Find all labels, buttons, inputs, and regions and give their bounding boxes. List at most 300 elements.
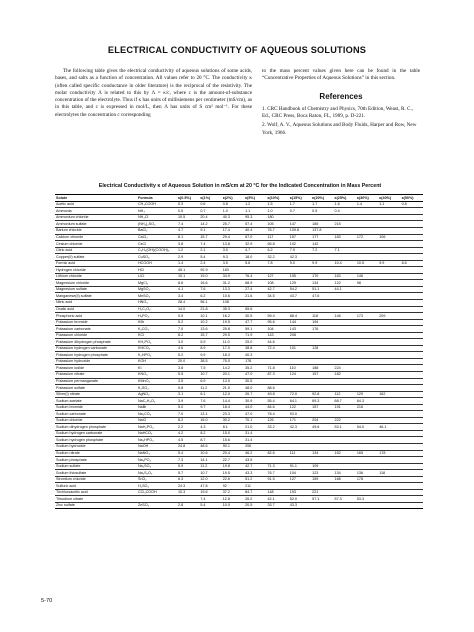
value-cell: 20.0: [177, 358, 199, 365]
value-cell: 20.1: [222, 372, 244, 379]
value-cell: 9.1: [199, 227, 221, 234]
solute-cell: Sodium thiosulfate: [55, 470, 137, 477]
value-cell: 159: [311, 476, 333, 483]
value-cell: 7.4: [199, 241, 221, 248]
value-cell: 188: [311, 365, 333, 372]
value-cell: 14.4: [222, 398, 244, 405]
value-cell: 54.2: [289, 286, 311, 293]
formula-cell: NaBr: [137, 404, 177, 411]
value-cell: 0.3: [177, 201, 199, 208]
value-cell: 194: [311, 319, 333, 326]
value-cell: 7.4: [199, 496, 221, 503]
value-cell: 95.3: [244, 214, 266, 221]
formula-cell: Na₂SO₄: [137, 463, 177, 470]
value-cell: 162: [378, 391, 400, 398]
value-cell: 42.7: [244, 463, 266, 470]
value-cell: 51.2: [244, 476, 266, 483]
value-cell: 9.9: [311, 260, 333, 267]
value-cell: 4.6: [177, 345, 199, 352]
value-cell: 0.5: [177, 208, 199, 215]
value-cell: 0.7: [199, 208, 221, 215]
solute-cell: Acetic acid: [55, 201, 137, 208]
value-cell: 112: [334, 391, 356, 398]
value-cell: 183: [222, 267, 244, 274]
value-cell: 22.6: [222, 476, 244, 483]
value-cell: 5.0: [177, 404, 199, 411]
value-cell: 124: [289, 372, 311, 379]
value-cell: 88.6: [266, 385, 288, 392]
references-heading: References: [319, 91, 363, 101]
solute-cell: Sodium bromide: [55, 404, 137, 411]
value-cell: 127: [266, 273, 288, 280]
value-cell: 43.3: [289, 502, 311, 509]
value-cell: 42.7: [266, 286, 288, 293]
value-cell: 5.4: [177, 450, 199, 457]
value-cell: 98: [356, 280, 378, 287]
value-cell: 6.3: [177, 476, 199, 483]
value-cell: 146: [356, 273, 378, 280]
value-cell: 173: [356, 313, 378, 320]
value-cell: 10.7: [199, 470, 221, 477]
solute-cell: Lithium chloride: [55, 273, 137, 280]
value-cell: 10.7: [199, 372, 221, 379]
value-cell: 30.5: [244, 313, 266, 320]
value-cell: 118: [378, 470, 400, 477]
solute-cell: Phosphoric acid: [55, 313, 137, 320]
value-cell: 110: [289, 365, 311, 372]
value-cell: 57.3: [334, 496, 356, 503]
value-cell: 9.3: [222, 254, 244, 261]
value-cell: 5.5: [177, 372, 199, 379]
solute-cell: Potassium bromide: [55, 319, 137, 326]
value-cell: 56.1: [199, 299, 221, 306]
right-column: [262, 68, 420, 139]
value-cell: 93.0: [289, 411, 311, 418]
value-cell: 137.8: [311, 227, 333, 234]
value-cell: 9.9: [199, 352, 221, 359]
value-cell: [356, 502, 378, 509]
value-cell: 76.4: [244, 273, 266, 280]
value-cell: 71.3: [266, 463, 288, 470]
references-list: [262, 106, 420, 137]
value-cell: 5.4: [199, 254, 221, 261]
value-cell: 69.3: [311, 398, 333, 405]
formula-cell: KH₂PO₄: [137, 339, 177, 346]
solute-cell: Silver(I) nitrate: [55, 391, 137, 398]
value-cell: 7.2: [311, 247, 333, 254]
formula-cell: MnSO₄: [137, 293, 177, 300]
value-cell: 109.8: [289, 227, 311, 234]
value-cell: 26.7: [244, 391, 266, 398]
intro-column: [55, 68, 252, 119]
value-cell: 48.0: [244, 385, 266, 392]
value-cell: 0.8: [401, 201, 423, 208]
value-cell: 136: [356, 470, 378, 477]
formula-cell: NaOH: [137, 444, 177, 451]
value-cell: 54.0: [356, 424, 378, 431]
value-cell: 0.4: [334, 208, 356, 215]
reference-item: 1. CRC Handbook of Chemistry and Physics, 70th Edition, Weast, R. C., Ed., CRC Press, Boca Raton, FL, 1989, p. D-221.: [262, 105, 414, 120]
solute-cell: Potassium iodide: [55, 365, 137, 372]
value-cell: 76.7: [266, 227, 288, 234]
value-cell: 33.2: [266, 424, 288, 431]
value-cell: 122: [289, 404, 311, 411]
solute-cell: Sulfuric acid: [55, 483, 137, 490]
value-cell: 49.6: [311, 424, 333, 431]
value-cell: 15.6: [222, 437, 244, 444]
value-cell: 20.4: [222, 450, 244, 457]
solute-cell: Potassium hydrogen carbonate: [55, 345, 137, 352]
value-cell: 5.4: [199, 502, 221, 509]
formula-cell: CsCl: [137, 241, 177, 248]
solute-cell: Potassium dihydrogen phosphate: [55, 339, 137, 346]
value-cell: 53.3: [356, 496, 378, 503]
solute-cell: Oxalic acid: [55, 306, 137, 313]
value-cell: 176: [311, 326, 333, 333]
value-cell: 7.0: [289, 247, 311, 254]
value-cell: 178: [356, 476, 378, 483]
value-cell: 72.0: [289, 391, 311, 398]
value-cell: 29.4: [222, 234, 244, 241]
value-cell: 91.5: [266, 476, 288, 483]
value-cell: 134: [311, 280, 333, 287]
value-cell: 172: [356, 234, 378, 241]
value-cell: 10.1: [199, 313, 221, 320]
solute-cell: Sodium hydroxide: [55, 444, 137, 451]
value-cell: 5.9: [199, 339, 221, 346]
value-cell: 185: [311, 221, 333, 228]
value-cell: 8.6: [401, 260, 423, 267]
value-cell: 7.5: [199, 365, 221, 372]
value-cell: [378, 502, 400, 509]
value-cell: 44.1: [334, 286, 356, 293]
value-cell: 104: [266, 326, 288, 333]
value-cell: 215: [334, 221, 356, 228]
solute-cell: Formic acid: [55, 260, 137, 267]
value-cell: 91.1: [289, 463, 311, 470]
value-cell: 2.9: [177, 254, 199, 261]
column-header: κ(20%): [311, 195, 333, 202]
value-cell: 8.6: [177, 280, 199, 287]
value-cell: 134: [311, 450, 333, 457]
value-cell: 180: [266, 214, 288, 221]
value-cell: 126: [266, 417, 288, 424]
value-cell: 87.3: [266, 372, 288, 379]
value-cell: 46.2: [244, 450, 266, 457]
value-cell: 53.1: [334, 424, 356, 431]
solute-cell: Calcium chloride: [55, 234, 137, 241]
value-cell: 102: [289, 241, 311, 248]
value-cell: 57.4: [244, 221, 266, 228]
value-cell: 143: [289, 326, 311, 333]
value-cell: 31.4: [244, 437, 266, 444]
formula-cell: KI: [137, 365, 177, 372]
solute-cell: Ammonium chloride: [55, 214, 137, 221]
value-cell: 206: [244, 444, 266, 451]
value-cell: 10.5: [177, 214, 199, 221]
value-cell: 14.1: [199, 457, 221, 464]
value-cell: 48.6: [199, 444, 221, 451]
value-cell: 76.7: [266, 470, 288, 477]
value-cell: 10.0: [222, 502, 244, 509]
column-header: κ(15%): [289, 195, 311, 202]
value-cell: 13.3: [222, 286, 244, 293]
formula-cell: HNO₃: [137, 299, 177, 306]
column-header: κ(50%): [401, 195, 423, 202]
table-header-row: [55, 195, 423, 202]
intro-paragraph: The following table gives the electrical conductivity of aqueous solutions of some acids, bases, and salts as a function of concentration. All values refer to 20 °C. The conductivity κ (often called specific conductance in older literature) is the reciprocal of the resistivity. The molar conductivity Λ is related to this by Λ = κ/c, where c is the amount-of-substance concentration of the electrolyte. Thus if κ has units of millisiemens per centimeter (mS/cm), as in this table, and c is expressed in mol/L, then Λ has units of S cm² mol⁻¹. For these electrolytes the concentration c corresponding: [55, 68, 252, 118]
formula-cell: CH₃COOH: [137, 201, 177, 208]
value-cell: 13.1: [199, 411, 221, 418]
value-cell: 1.4: [356, 201, 378, 208]
value-cell: 1.7: [289, 201, 311, 208]
value-cell: 64.1: [289, 398, 311, 405]
formula-cell: LiCl: [137, 273, 177, 280]
value-cell: 71.9: [244, 332, 266, 339]
solute-cell: Ammonium sulfate: [55, 221, 137, 228]
value-cell: 70.1: [244, 417, 266, 424]
value-cell: 157: [289, 234, 311, 241]
value-cell: 37.2: [222, 489, 244, 496]
formula-cell: Na₂CO₃: [137, 411, 177, 418]
value-cell: 216: [356, 404, 378, 411]
value-cell: 52.0: [289, 496, 311, 503]
value-cell: 40.3: [244, 352, 266, 359]
value-cell: 4.7: [177, 227, 199, 234]
column-header: Solute: [55, 195, 137, 202]
value-cell: 193: [289, 489, 311, 496]
value-cell: 13.6: [199, 326, 221, 333]
table-body: [55, 201, 423, 509]
value-cell: 147: [289, 221, 311, 228]
value-cell: 1.0: [266, 208, 288, 215]
value-cell: 59.4: [266, 313, 288, 320]
solute-cell: Nitric acid: [55, 299, 137, 306]
value-cell: 84.6: [266, 404, 288, 411]
value-cell: 10.1: [177, 273, 199, 280]
value-cell: 8.2: [199, 430, 221, 437]
value-cell: 18.4: [222, 404, 244, 411]
solute-cell: Potassium carbonate: [55, 326, 137, 333]
solute-cell: Sodium chloride: [55, 417, 137, 424]
value-cell: 22.7: [222, 457, 244, 464]
value-cell: 123: [311, 470, 333, 477]
value-cell: 178: [378, 450, 400, 457]
column-header: κ(30%): [356, 195, 378, 202]
value-cell: 108: [266, 280, 288, 287]
solute-cell: Cesium chloride: [55, 241, 137, 248]
value-cell: 5.5: [177, 313, 199, 320]
value-cell: 16.6: [199, 280, 221, 287]
value-cell: 44.0: [244, 404, 266, 411]
formula-cell: NaCl: [137, 417, 177, 424]
value-cell: 9.9: [378, 260, 400, 267]
solute-cell: Potassium nitrate: [55, 372, 137, 379]
formula-cell: NH₄Cl: [137, 214, 177, 221]
value-cell: 6.2: [199, 293, 221, 300]
value-cell: 7.6: [199, 286, 221, 293]
value-cell: 7.3: [177, 457, 199, 464]
value-cell: 17.4: [222, 227, 244, 234]
value-cell: 68.7: [334, 398, 356, 405]
value-cell: 65.8: [266, 241, 288, 248]
value-cell: 12.0: [199, 476, 221, 483]
value-cell: 12.8: [222, 496, 244, 503]
value-cell: 47.6: [311, 293, 333, 300]
value-cell: 47.0: [244, 411, 266, 418]
value-cell: 28.4: [177, 299, 199, 306]
formula-cell: (NH₄)₂SO₄: [137, 221, 177, 228]
value-cell: 15.7: [199, 234, 221, 241]
formula-cell: AgNO₃: [137, 391, 177, 398]
value-cell: 19.8: [222, 463, 244, 470]
value-cell: 10.3: [177, 489, 199, 496]
value-cell: 148: [266, 489, 288, 496]
formula-cell: Na₃PO₄: [137, 457, 177, 464]
value-cell: 82.6: [266, 450, 288, 457]
value-cell: 134: [334, 470, 356, 477]
value-cell: 19.6: [199, 489, 221, 496]
formula-cell: NaHCO₃: [137, 430, 177, 437]
formula-cell: HCOOH: [137, 260, 177, 267]
value-cell: 33.7: [266, 502, 288, 509]
value-cell: 104: [289, 470, 311, 477]
value-cell: 42.3: [289, 424, 311, 431]
value-cell: 46.1: [378, 424, 400, 431]
solute-cell: Trichloroacetic acid: [55, 489, 137, 496]
solute-cell: Ammonia: [55, 208, 137, 215]
column-header: Formula: [137, 195, 177, 202]
solute-cell: Strontium chloride: [55, 476, 137, 483]
formula-cell: KHCO₃: [137, 345, 177, 352]
value-cell: 1.5: [266, 201, 288, 208]
value-cell: 75.0: [222, 358, 244, 365]
value-cell: 118: [311, 313, 333, 320]
value-cell: 16.0: [199, 417, 221, 424]
formula-cell: CuSO₄: [137, 254, 177, 261]
table-caption: Electrical Conductivity κ of Aqueous Solution in mS/cm at 20 °C for the Indicated Concentration in Mass Percent: [98, 183, 382, 189]
value-cell: 21.0: [244, 424, 266, 431]
solute-cell: Sodium phosphate: [55, 457, 137, 464]
value-cell: 191: [334, 404, 356, 411]
value-cell: 3.0: [222, 247, 244, 254]
value-cell: 9.7: [199, 404, 221, 411]
value-cell: 3.8: [177, 241, 199, 248]
column-header: κ(5%): [244, 195, 266, 202]
formula-cell: CaCl₂: [137, 234, 177, 241]
value-cell: 47.0: [244, 372, 266, 379]
value-cell: 92.9: [199, 267, 221, 274]
value-cell: 92.8: [311, 391, 333, 398]
solute-cell: Barium chloride: [55, 227, 137, 234]
value-cell: 30.5: [244, 378, 266, 385]
value-cell: 1.2: [244, 201, 266, 208]
value-cell: 5.6: [244, 260, 266, 267]
table-row: [55, 502, 423, 509]
value-cell: 25.7: [222, 221, 244, 228]
solute-cell: Zinc sulfate: [55, 502, 137, 509]
value-cell: 15.0: [222, 430, 244, 437]
value-cell: 155: [289, 273, 311, 280]
value-cell: 117: [266, 234, 288, 241]
solute-cell: Copper(II) sulfate: [55, 254, 137, 261]
value-cell: 128: [311, 345, 333, 352]
value-cell: 14.2: [199, 221, 221, 228]
value-cell: 144: [289, 319, 311, 326]
value-cell: 5.2: [177, 352, 199, 359]
value-cell: 7.0: [177, 411, 199, 418]
value-cell: 3.5: [177, 378, 199, 385]
value-cell: 25.0: [244, 339, 266, 346]
value-cell: 72.4: [266, 345, 288, 352]
value-cell: 18.3: [222, 352, 244, 359]
column-header: κ(25%): [334, 195, 356, 202]
column-header: κ(40%): [378, 195, 400, 202]
formula-cell: NaNO₃: [137, 450, 177, 457]
value-cell: 178: [244, 358, 266, 365]
value-cell: 1.1: [244, 208, 266, 215]
value-cell: 108: [222, 299, 244, 306]
value-cell: 152: [334, 450, 356, 457]
value-cell: 4.1: [177, 286, 199, 293]
value-cell: 10.2: [199, 319, 221, 326]
value-cell: 3.9: [177, 398, 199, 405]
solute-cell: Sodium hydrogen phosphate: [55, 437, 137, 444]
value-cell: 4.7: [244, 247, 266, 254]
value-cell: 5.7: [177, 470, 199, 477]
value-cell: 10.4: [334, 260, 356, 267]
value-cell: 4.3: [199, 424, 221, 431]
value-cell: 7.6: [199, 398, 221, 405]
column-header: κ(2%): [222, 195, 244, 202]
value-cell: 10.6: [199, 450, 221, 457]
formula-cell: BaCl₂: [137, 227, 177, 234]
formula-cell: SrCl₂: [137, 476, 177, 483]
value-cell: 9.0: [289, 260, 311, 267]
value-cell: 90.1: [222, 444, 244, 451]
value-cell: 40.4: [244, 227, 266, 234]
formula-cell: CCl₃COOH: [137, 489, 177, 496]
value-cell: 122: [334, 280, 356, 287]
value-cell: 2.4: [199, 260, 221, 267]
value-cell: 1.6: [334, 201, 356, 208]
value-cell: 157: [311, 372, 333, 379]
value-cell: 224: [334, 365, 356, 372]
value-cell: 43.3: [244, 470, 266, 477]
value-cell: 21.8: [199, 306, 221, 313]
value-cell: 165: [356, 450, 378, 457]
value-cell: 42.1: [266, 496, 288, 503]
value-cell: 31.4: [244, 430, 266, 437]
page-title: ELECTRICAL CONDUCTIVITY OF AQUEOUS SOLUTIONS: [107, 45, 367, 55]
value-cell: 64.3: [356, 398, 378, 405]
value-cell: 35.2: [244, 365, 266, 372]
formula-cell: KMnO₄: [137, 378, 177, 385]
value-cell: 0.5: [311, 208, 333, 215]
formula-cell: H₃PO₄: [137, 313, 177, 320]
value-cell: 44.6: [266, 339, 288, 346]
value-cell: 142: [311, 241, 333, 248]
value-cell: 57.1: [311, 496, 333, 503]
value-cell: 2.8: [177, 502, 199, 509]
formula-cell: NaH₂PO₄: [137, 424, 177, 431]
solute-cell: Trisodium citrate: [55, 496, 137, 503]
value-cell: 3.5: [222, 260, 244, 267]
value-cell: 221: [311, 489, 333, 496]
value-cell: 24.3: [177, 483, 199, 490]
value-cell: 27.4: [244, 286, 266, 293]
value-cell: 209: [378, 313, 400, 320]
